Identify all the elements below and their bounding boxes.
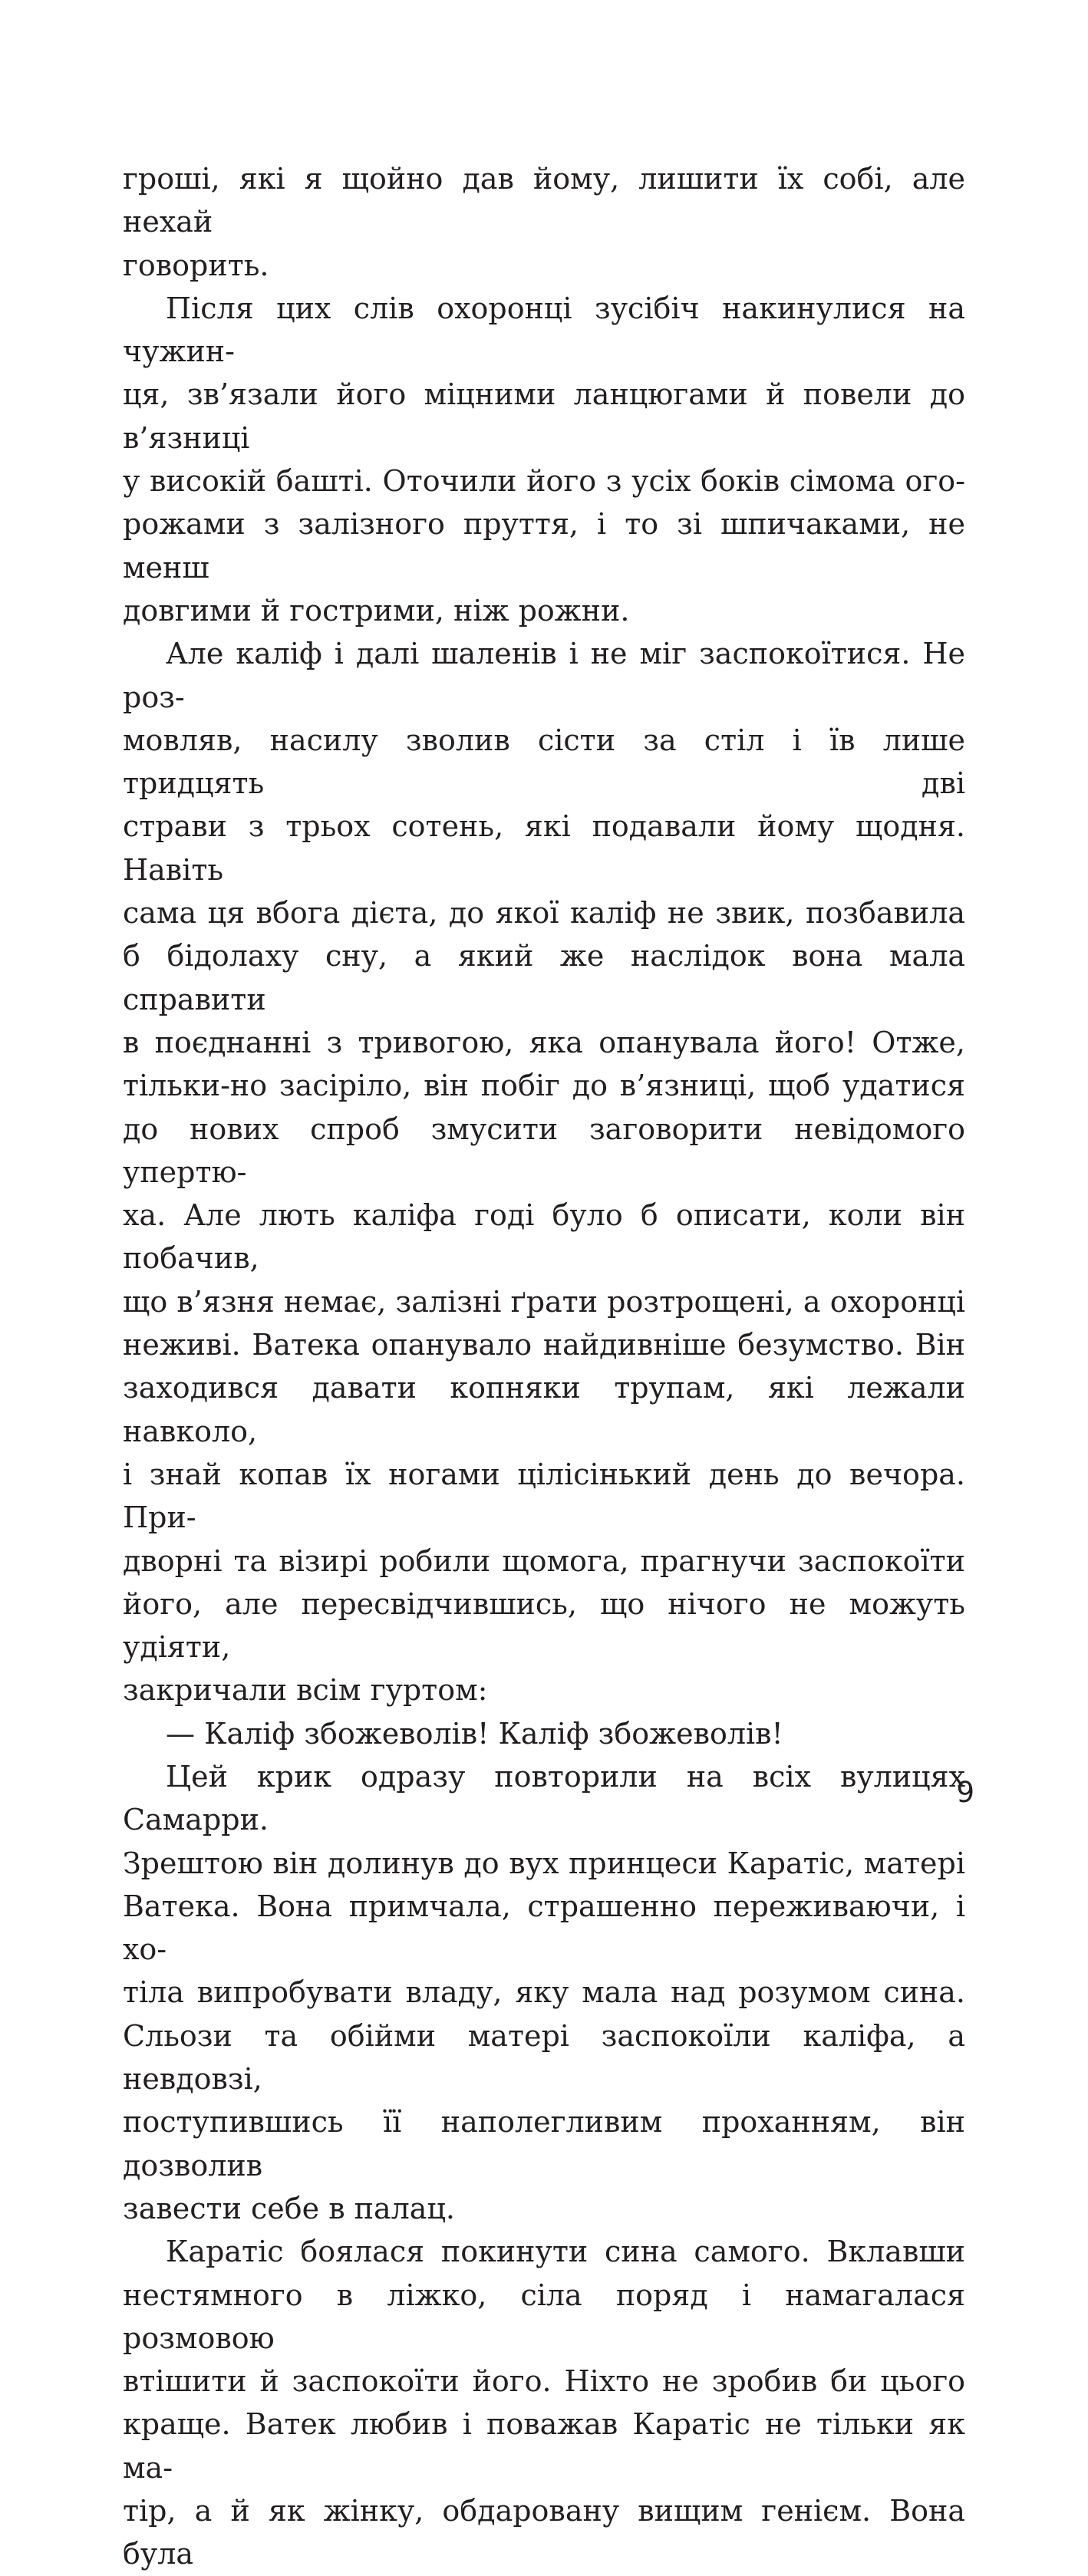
text-line: втішити й заспокоїти його. Ніхто не зробив би цього xyxy=(123,2364,965,2399)
text-line: ха. Але лють каліфа годі було б описати, коли він побачив, xyxy=(123,1198,965,1276)
text-line: у високій башті. Оточили його з усіх боків сімома ого- xyxy=(123,464,965,499)
text-line: довгими й гострими, ніж рожни. xyxy=(123,593,630,628)
text-line: і знай копав їх ногами цілісінький день до вечора. При- xyxy=(123,1457,965,1535)
text-line: страви з трьох сотень, які подавали йому щодня. Навіть xyxy=(123,809,965,887)
text-line: Каратіс боялася покинути сина самого. Вклавши xyxy=(166,2235,965,2269)
dialogue-line: — Каліф збожеволів! Каліф збожеволів! xyxy=(166,1716,783,1751)
text-line: мовляв, насилу зволив сісти за стіл і їв лише тридцять дві xyxy=(123,723,965,801)
text-line: тільки-но засіріло, він побіг до в’язниці, щоб удатися xyxy=(123,1069,965,1103)
text-line: б бідолаху сну, а який же наслідок вона мала справити xyxy=(123,939,965,1016)
text-line: неживі. Ватека опанувало найдивніше безумство. Він xyxy=(123,1328,965,1362)
text-line: що в’язня немає, залізні ґрати розтрощені, а охоронці xyxy=(123,1284,965,1319)
text-line: в поєднанні з тривогою, яка опанувала його! Отже, xyxy=(123,1025,965,1059)
body-text xyxy=(123,157,965,2576)
text-line: гроші, які я щойно дав йому, лишити їх собі, але нехай xyxy=(123,162,965,239)
text-line: його, але пересвідчившись, що нічого не можуть удіяти, xyxy=(123,1586,965,1665)
text-line: сама ця вбога дієта, до якої каліф не звик, позбавила xyxy=(123,896,965,931)
text-line: заходився давати копняки трупам, які лежали навколо, xyxy=(123,1371,965,1448)
text-line: закричали всім гуртом: xyxy=(123,1673,488,1708)
text-line: Зрештою він долинув до вух принцеси Каратіс, матері xyxy=(123,1846,965,1880)
text-line: тір, а й як жінку, обдаровану вищим генієм. Вона була xyxy=(123,2494,965,2571)
text-line: Після цих слів охоронці зусібіч накинулися на чужин- xyxy=(123,291,965,369)
text-line: краще. Ватек любив і поважав Каратіс не тільки як ма- xyxy=(123,2407,965,2485)
text-line: Ватека. Вона примчала, страшенно переживаючи, і хо- xyxy=(123,1889,965,1967)
text-line: до нових спроб змусити заговорити невідомого упертю- xyxy=(123,1112,965,1189)
text-line: завести себе в палац. xyxy=(123,2191,455,2225)
text-line: Сльози та обійми матері заспокоїли каліфа, а невдовзі, xyxy=(123,2018,965,2097)
text-line: рожами з залізного пруття, і то зі шпичаками, не менш xyxy=(123,507,965,585)
text-line: нестямного в ліжко, сіла поряд і намагалася розмовою xyxy=(123,2278,965,2355)
page-number: 9 xyxy=(956,1776,974,1809)
text-line: говорить. xyxy=(123,248,269,282)
text-line: тіла випробувати владу, яку мала над розумом сина. xyxy=(123,1975,965,2010)
text-line: дворні та візирі робили щомога, прагнучи заспокоїти xyxy=(123,1543,965,1578)
text-line: Цей крик одразу повторили на всіх вулицях Самарри. xyxy=(123,1759,965,1837)
text-line: поступившись її наполегливим проханням, він дозволив xyxy=(123,2105,965,2182)
text-line: ця, зв’язали його міцними ланцюгами й повели до в’язниці xyxy=(123,377,965,455)
text-line: Але каліф і далі шаленів і не міг заспокоїтися. Не роз- xyxy=(123,637,965,714)
